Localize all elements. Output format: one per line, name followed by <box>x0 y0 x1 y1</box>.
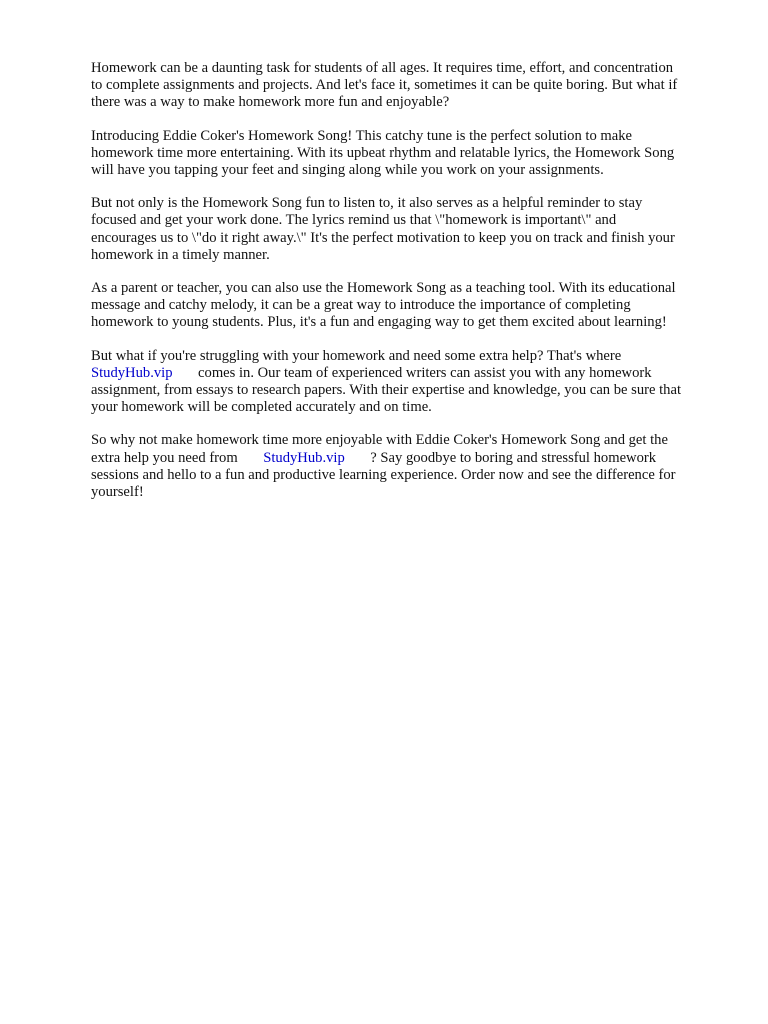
document-body <box>91 60 721 517</box>
paragraph-line: homework to young students. Plus, it's a fun and engaging way to get them excited about learning! <box>91 314 667 331</box>
studyhub-link[interactable]: StudyHub.vip <box>91 364 173 381</box>
paragraph-line: assignment, from essays to research papers. With their expertise and knowledge, you can be sure that <box>91 382 682 399</box>
paragraph-line-text: ? Say goodbye to boring and stressful homework <box>370 449 657 466</box>
paragraph-line: encourages us to \"do it right away.\" It's the perfect motivation to keep you on track and finish your <box>91 229 675 246</box>
paragraph-line-text: comes in. Our team of experienced writers can assist you with any homework <box>198 364 652 381</box>
paragraph-line-text: extra help you need from <box>91 449 238 466</box>
paragraph-line: But what if you're struggling with your homework and need some extra help? That's where <box>91 347 622 364</box>
paragraph-line: homework in a timely manner. <box>91 246 270 263</box>
paragraph-line: there was a way to make homework more fun and enjoyable? <box>91 94 450 111</box>
paragraph-song-intro <box>91 128 721 180</box>
paragraph-reminder <box>91 195 721 264</box>
paragraph-intro <box>91 60 721 112</box>
paragraph-teaching-tool <box>91 280 721 332</box>
paragraph-extra-help <box>91 348 721 417</box>
paragraph-line: your homework will be completed accurately and on time. <box>91 399 432 416</box>
paragraph-line: yourself! <box>91 484 144 501</box>
paragraph-line-with-link <box>91 365 721 382</box>
paragraph-line: homework time more entertaining. With its upbeat rhythm and relatable lyrics, the Homework Song <box>91 144 675 161</box>
paragraph-line: Introducing Eddie Coker's Homework Song! This catchy tune is the perfect solution to make <box>91 127 632 144</box>
paragraph-line: So why not make homework time more enjoyable with Eddie Coker's Homework Song and get the <box>91 432 668 449</box>
paragraph-line: But not only is the Homework Song fun to listen to, it also serves as a helpful reminder to stay <box>91 195 643 212</box>
paragraph-line: focused and get your work done. The lyrics remind us that \"homework is important\" and <box>91 212 617 229</box>
paragraph-line: sessions and hello to a fun and productive learning experience. Order now and see the difference for <box>91 466 676 483</box>
paragraph-line: Homework can be a daunting task for students of all ages. It requires time, effort, and concentration <box>91 60 674 76</box>
paragraph-line: to complete assignments and projects. And let's face it, sometimes it can be quite boring. But what if <box>91 77 678 94</box>
paragraph-conclusion <box>91 432 721 501</box>
paragraph-line-with-link <box>91 450 721 467</box>
paragraph-line: will have you tapping your feet and singing along while you work on your assignments. <box>91 162 604 179</box>
paragraph-line: As a parent or teacher, you can also use the Homework Song as a teaching tool. With its educational <box>91 280 676 297</box>
studyhub-link[interactable]: StudyHub.vip <box>263 449 345 466</box>
paragraph-line: message and catchy melody, it can be a great way to introduce the importance of completing <box>91 297 631 314</box>
